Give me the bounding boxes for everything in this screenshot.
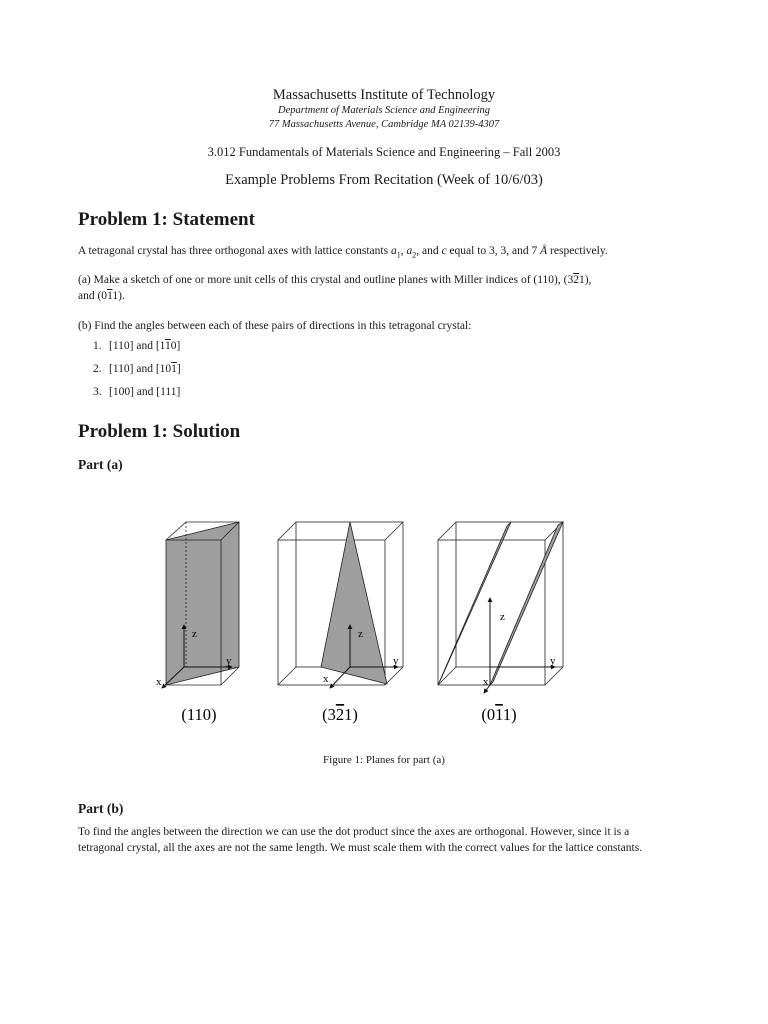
axis-label-z: z <box>500 611 505 623</box>
part-b-statement: (b) Find the angles between each of these pairs of directions in this tetragonal crystal: <box>78 320 472 332</box>
part-b-solution-text: To find the angles between the direction we can use the dot product since the axes are orthogonal. However, since it is a tetragonal crystal, all the axes are not the same length. We must scale them with the correct values for the lattice constants. <box>78 826 643 854</box>
institute-name: Massachusetts Institute of Technology <box>272 87 496 103</box>
unit-cell-3-21 <box>278 522 403 688</box>
list-item: 3. [100] and [111] <box>93 386 181 398</box>
recitation-title: Example Problems From Recitation (Week of 10/6/03) <box>225 172 543 188</box>
figure-caption: Figure 1: Planes for part (a) <box>323 754 445 766</box>
axis-label-y: y <box>226 655 232 667</box>
course-title: 3.012 Fundamentals of Materials Science and Engineering – Fall 2003 <box>207 145 561 159</box>
axis-label-x: x <box>156 676 162 688</box>
axis-label-y: y <box>550 655 556 667</box>
department-name: Department of Materials Science and Engineering <box>278 105 490 116</box>
part-a-statement: (a) Make a sketch of one or more unit cells of this crystal and outline planes with Miller indices of (110), (321), and (011). <box>78 274 592 302</box>
axis-label-x: x <box>323 673 329 685</box>
part-a-heading: Part (a) <box>78 457 123 472</box>
direction-pairs-list <box>93 335 181 404</box>
address: 77 Massachusetts Avenue, Cambridge MA 02139-4307 <box>268 119 500 130</box>
plane-label-110: (110) <box>181 705 217 724</box>
part-b-heading: Part (b) <box>78 801 124 816</box>
unit-cell-0-11 <box>438 522 563 693</box>
plane-label-0-11: (011) <box>481 705 517 724</box>
plane-label-3-21: (321) <box>322 705 358 724</box>
axis-label-z: z <box>358 628 363 640</box>
list-item: 2. [110] and [101] <box>93 363 181 375</box>
axis-label-y: y <box>393 655 399 667</box>
figure-planes <box>150 512 570 732</box>
statement-intro: A tetragonal crystal has three orthogonal axes with lattice constants $a_1$, $a_2$, and c equal to 3, 3, and 7 Å respectively. <box>78 245 608 260</box>
plane-3-21 <box>321 522 387 684</box>
list-item: 1. [110] and [110] <box>93 340 181 352</box>
axis-label-z: z <box>192 628 197 640</box>
statement-heading: Problem 1: Statement <box>78 209 255 230</box>
axis-label-x: x <box>483 676 489 688</box>
solution-heading: Problem 1: Solution <box>78 421 241 442</box>
